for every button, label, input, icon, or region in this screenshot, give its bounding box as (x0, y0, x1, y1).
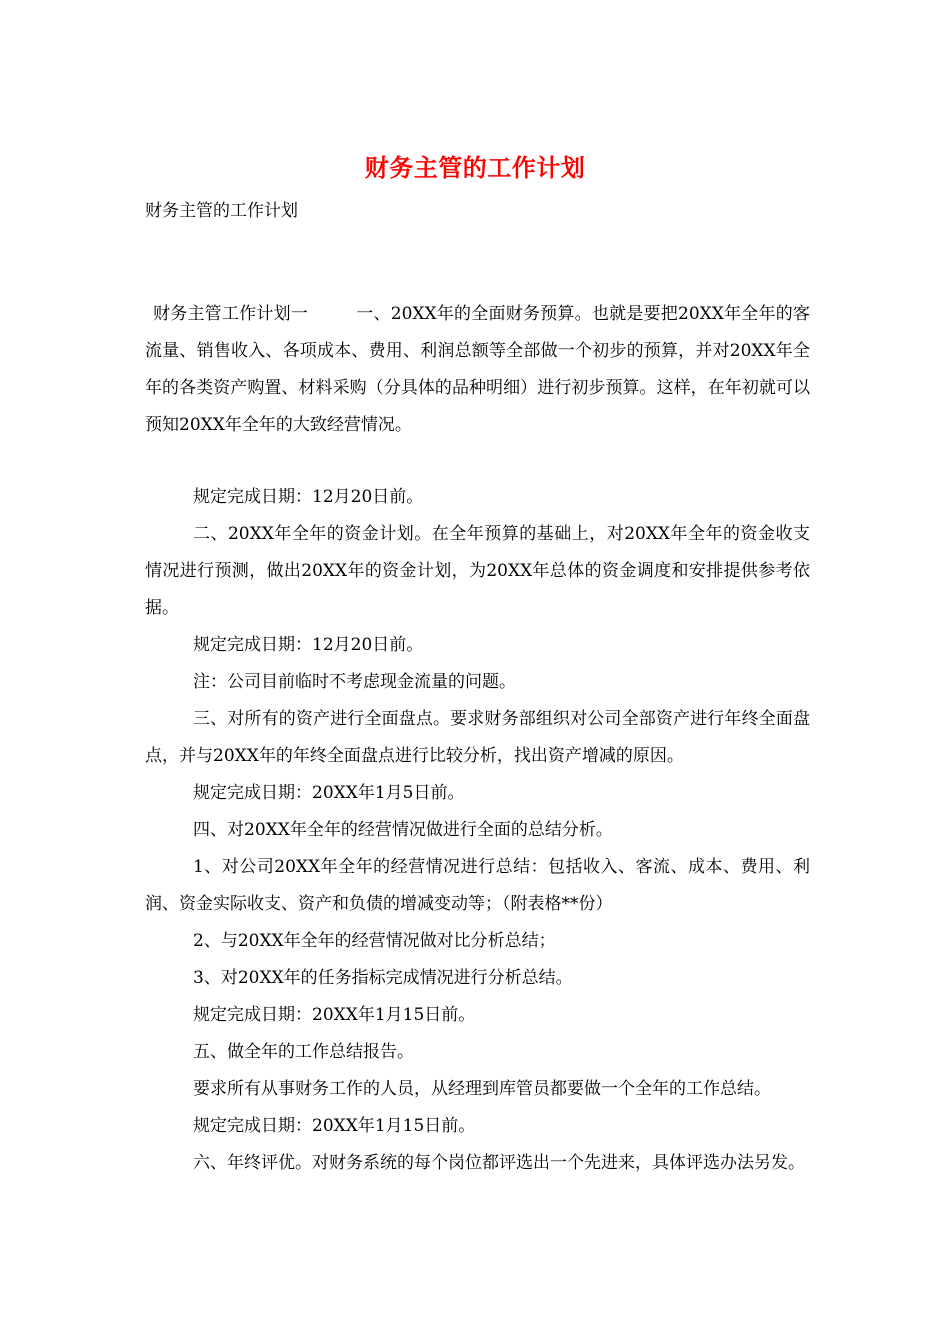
paragraph: 规定完成日期：20XX年1月5日前。 (193, 783, 465, 803)
paragraph: 二、20XX年全年的资金计划。在全年预算的基础上，对20XX年全年的资金收支情况进行预测，做出20XX年的资金计划，为20XX年总体的资金调度和安排提供参考依据。 (145, 524, 810, 618)
paragraph: 规定完成日期：20XX年1月15日前。 (193, 1005, 476, 1025)
document-subtitle: 财务主管的工作计划 (145, 201, 298, 221)
paragraph: 要求所有从事财务工作的人员，从经理到库管员都要做一个全年的工作总结。 (193, 1079, 771, 1099)
body-paragraphs (145, 479, 810, 1182)
intro-text: 一、20XX年的全面财务预算。也就是要把20XX年全年的客流量、销售收入、各项成本、费用、利润总额等全部做一个初步的预算，并对20XX年全年的各类资产购置、材料采购（分具体的品种明细）进行初步预算。这样，在年初就可以预知20XX年全年的大致经营情况。 (145, 304, 810, 435)
paragraph: 三、对所有的资产进行全面盘点。要求财务部组织对公司全部资产进行年终全面盘点，并与20XX年的年终全面盘点进行比较分析，找出资产增减的原因。 (145, 709, 810, 766)
document-title: 财务主管的工作计划 (364, 153, 586, 182)
paragraph: 规定完成日期：12月20日前。 (193, 635, 424, 655)
paragraph: 1、对公司20XX年全年的经营情况进行总结：包括收入、客流、成本、费用、利润、资金实际收支、资产和负债的增减变动等；（附表格**份） (145, 857, 810, 914)
paragraph: 3、对20XX年的任务指标完成情况进行分析总结。 (193, 968, 573, 988)
paragraph: 规定完成日期：20XX年1月15日前。 (193, 1116, 476, 1136)
paragraph: 规定完成日期：12月20日前。 (193, 487, 424, 507)
intro-lead: 财务主管工作计划一 (153, 304, 309, 324)
intro-paragraph (145, 296, 810, 444)
paragraph: 五、做全年的工作总结报告。 (193, 1042, 414, 1062)
paragraph: 2、与20XX年全年的经营情况做对比分析总结； (193, 931, 556, 951)
paragraph: 注：公司目前临时不考虑现金流量的问题。 (193, 672, 516, 692)
paragraph: 四、对20XX年全年的经营情况做进行全面的总结分析。 (193, 820, 613, 840)
paragraph: 六、年终评优。对财务系统的每个岗位都评选出一个先进来，具体评选办法另发。 (193, 1153, 805, 1173)
